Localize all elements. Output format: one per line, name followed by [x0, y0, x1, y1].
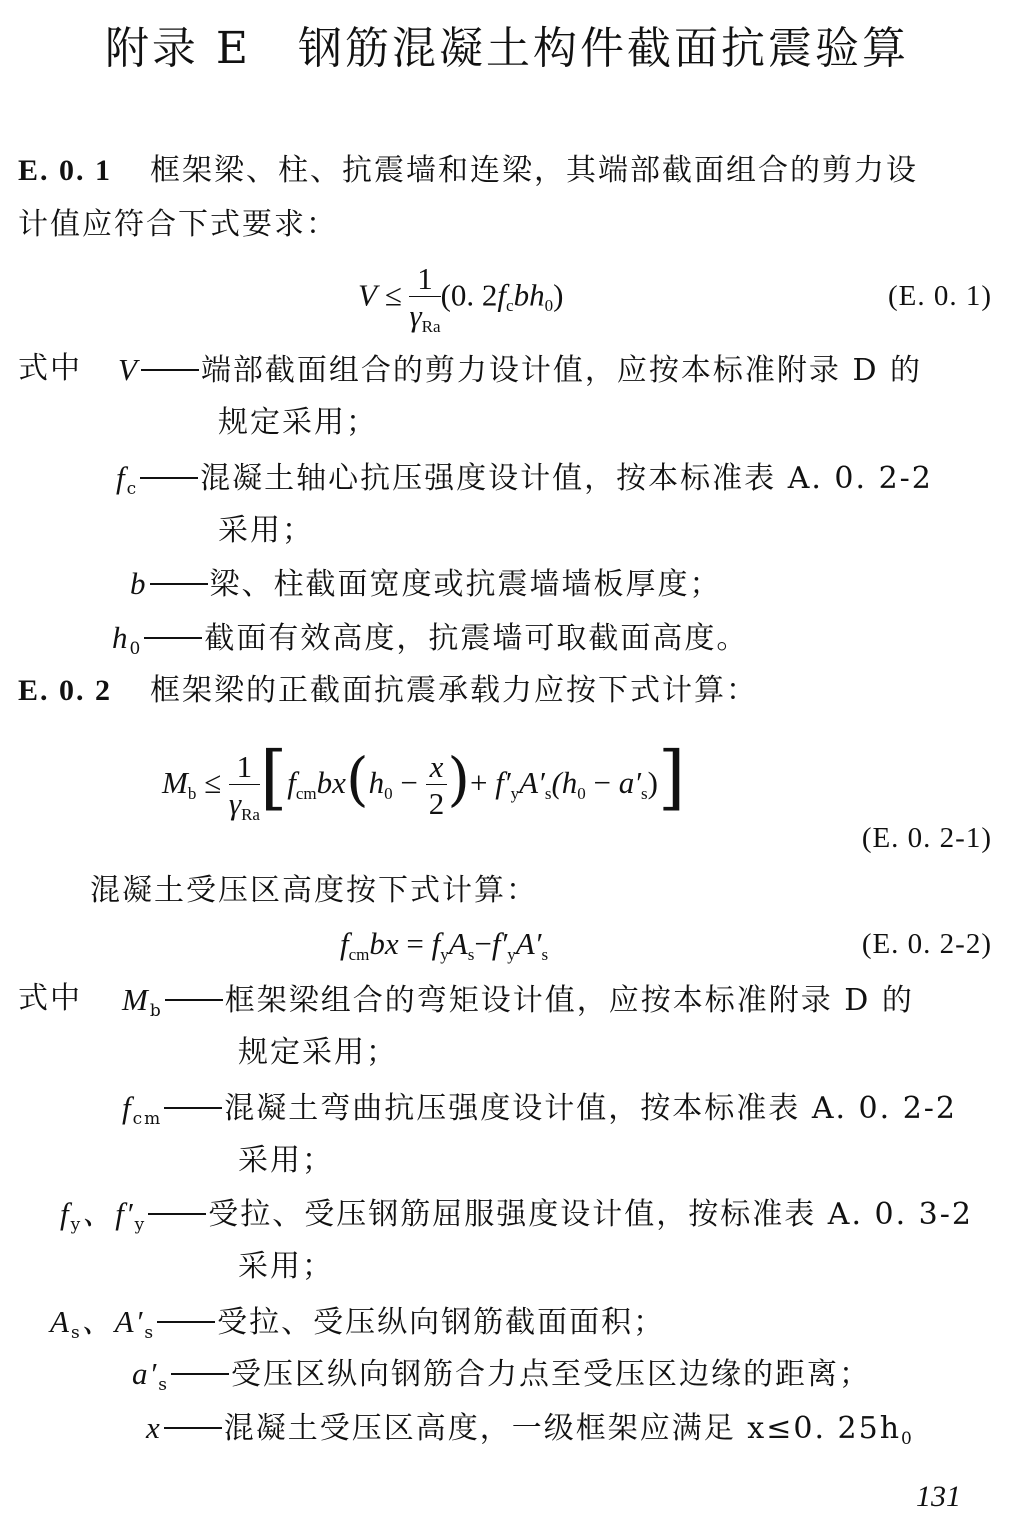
equation-number-e01: (E. 0. 1) — [887, 280, 992, 312]
formula-e02-2-fy-sub: y — [440, 945, 449, 964]
where-label-e01: 式中 — [18, 351, 82, 386]
formula-e01-fraction — [409, 261, 441, 337]
formula-e02-1-lhs-sub: b — [187, 784, 197, 803]
formula-e02-1-frac-num: 1 — [229, 750, 260, 785]
def-symbol-2: 、A′ — [81, 1304, 145, 1339]
definition-e01-h0 — [112, 620, 749, 659]
def-symbol-sub: 0 — [129, 639, 143, 659]
equation-number-e02-2: (E. 0. 2-2) — [861, 928, 992, 960]
def-text: 截面有效高度，抗震墙可取截面高度。 — [204, 621, 749, 656]
def-symbol: V — [118, 352, 139, 387]
def-symbol: b — [130, 566, 148, 601]
formula-e01-prefix: (0. 2 — [440, 277, 498, 313]
em-dash — [171, 1373, 229, 1375]
em-dash — [140, 477, 198, 479]
definition-e01-V-line2: 规定采用； — [218, 405, 378, 440]
definition-e02-Mb — [122, 982, 914, 1021]
formula-e02-1-a-sub: s — [641, 784, 648, 803]
em-dash — [157, 1321, 215, 1323]
left-paren: ( — [345, 745, 369, 813]
formula-e01-bh: bh — [513, 277, 545, 313]
formula-e02-2-As2: A′ — [515, 926, 542, 961]
formula-e02-1-x-den: 2 — [428, 785, 445, 821]
clause-e02-text2: 混凝土受压区高度按下式计算： — [90, 873, 538, 908]
formula-e02-1-minus: − — [400, 765, 418, 800]
definition-e02-fy-line2: 采用； — [238, 1249, 334, 1284]
definition-e01-V — [118, 354, 922, 386]
formula-e02-1-x-fraction — [426, 750, 448, 822]
definition-e02-Mb-line2: 规定采用； — [238, 1035, 398, 1070]
formula-e01-h-sub: 0 — [544, 296, 554, 316]
def-text: 受拉、受压钢筋屈服强度设计值，按标准表 A. 0. 3-2 — [208, 1197, 973, 1232]
clause-e02-text1: 框架梁的正截面抗震承载力应按下式计算： — [150, 673, 759, 708]
def-symbol: a′ — [132, 1356, 159, 1391]
formula-e02-1-h-sub: 0 — [384, 784, 393, 803]
formula-e02-1-plus: + — [469, 765, 488, 800]
formula-e01-fc: f — [497, 277, 507, 313]
def-symbol-sub: b — [149, 1001, 163, 1021]
formula-e01-rel: ≤ — [384, 277, 402, 313]
formula-e02-1-As-sub: s — [544, 784, 552, 803]
where-label-e02: 式中 — [18, 981, 82, 1016]
def-symbol-sub: c — [126, 479, 139, 499]
def-symbol: A — [50, 1304, 71, 1339]
definition-e02-fcm — [122, 1090, 958, 1129]
definition-e01-fc — [116, 460, 933, 499]
def-symbol-sub: cm — [132, 1109, 163, 1129]
formula-e02-2-eq: = — [406, 926, 424, 961]
definition-e02-As — [50, 1304, 666, 1343]
formula-e02-1-fcm-sub: cm — [295, 784, 317, 803]
formula-e01-lhs: V — [358, 277, 377, 313]
em-dash — [150, 583, 208, 585]
formula-e02-2-fy2-sub: y — [507, 945, 516, 964]
definition-e02-fcm-line2: 采用； — [238, 1143, 334, 1178]
formula-e02-1-frac-den-sub: Ra — [241, 804, 260, 824]
clause-e02-line1 — [18, 673, 759, 708]
def-symbol: M — [122, 982, 150, 1017]
em-dash — [164, 1107, 222, 1109]
def-symbol-2-sub: s — [144, 1323, 156, 1343]
formula-e02-1-fcm: f — [287, 765, 296, 800]
formula-e02-1-a: a′ — [618, 765, 642, 800]
formula-e01 — [358, 261, 564, 337]
right-paren: ) — [447, 745, 470, 813]
formula-e02-2-fy: f — [431, 926, 441, 961]
definition-e02-as — [132, 1356, 872, 1395]
def-symbol: f — [116, 460, 127, 495]
formula-e02-2-fcm: f — [340, 926, 349, 961]
def-symbol: f — [60, 1196, 71, 1231]
formula-e02-1-bx: bx — [316, 765, 346, 800]
formula-e02-1-close: ) — [647, 765, 658, 800]
formula-e02-1-h: h — [368, 765, 385, 800]
def-text-sub: 0 — [901, 1429, 914, 1449]
def-symbol-sub: s — [70, 1323, 82, 1343]
formula-e02-2-fcm-sub: cm — [348, 945, 370, 964]
formula-e02-2-As: A — [448, 926, 468, 961]
clause-e01-text2: 计值应符合下式要求： — [18, 207, 338, 242]
formula-e02-1-fraction — [229, 750, 260, 822]
formula-e01-close: ) — [553, 277, 564, 313]
def-text: 受拉、受压纵向钢筋截面面积； — [217, 1305, 666, 1340]
formula-e02-1-rel: ≤ — [204, 765, 222, 800]
formula-e02-2-fy2: f′ — [491, 926, 508, 961]
formula-e01-frac-den: γ — [409, 298, 422, 334]
em-dash — [144, 637, 202, 639]
formula-e02-2 — [340, 926, 548, 962]
formula-e02-1-fy-sub: y — [510, 784, 520, 803]
def-symbol: f — [122, 1090, 133, 1125]
formula-e01-frac-num: 1 — [409, 262, 440, 297]
clause-number-e01: E. 0. 1 — [18, 154, 113, 187]
clause-number-e02: E. 0. 2 — [18, 674, 113, 707]
definition-e01-b — [130, 568, 722, 600]
def-text: 混凝土受压区高度，一级框架应满足 x≤0. 25h — [223, 1411, 902, 1446]
def-text: 梁、柱截面宽度或抗震墙墙板厚度； — [209, 567, 722, 602]
em-dash — [141, 369, 199, 371]
formula-e02-1-lhs: M — [162, 765, 188, 800]
formula-e02-1-h2-sub: 0 — [577, 784, 586, 803]
em-dash — [164, 1427, 222, 1429]
right-square-bracket: ] — [658, 736, 686, 818]
formula-e02-1-As: A′ — [519, 765, 545, 800]
formula-e01-fc-sub: c — [506, 296, 514, 316]
definition-e01-fc-line2: 采用； — [218, 513, 314, 548]
formula-e02-2-minus: − — [474, 926, 492, 961]
def-symbol: x — [146, 1410, 162, 1445]
formula-e01-frac-den-sub: Ra — [421, 317, 441, 337]
formula-e02-1-fy: f′ — [495, 765, 511, 800]
clause-e01-text1: 框架梁、柱、抗震墙和连梁，其端部截面组合的剪力设 — [150, 153, 919, 188]
def-text: 混凝土轴心抗压强度设计值，按本标准表 A. 0. 2-2 — [200, 461, 933, 496]
formula-e02-2-As2-sub: s — [541, 945, 549, 964]
formula-e02-2-bx: bx — [369, 926, 399, 961]
appendix-title: 附录 E 钢筋混凝土构件截面抗震验算 — [104, 23, 910, 74]
def-text: 混凝土弯曲抗压强度设计值，按本标准表 A. 0. 2-2 — [224, 1091, 958, 1126]
equation-number-e02-1: (E. 0. 2-1) — [861, 822, 992, 854]
formula-e02-2-As-sub: s — [467, 945, 475, 964]
def-text: 受压区纵向钢筋合力点至受压区边缘的距离； — [231, 1357, 872, 1392]
formula-e02-1-frac-den: γ — [228, 785, 242, 821]
formula-e02-1 — [162, 728, 685, 822]
formula-e02-1-minus2: − — [593, 765, 612, 800]
def-symbol-2-sub: y — [134, 1215, 147, 1235]
def-symbol-2: 、f′ — [82, 1196, 135, 1231]
def-text: 端部截面组合的剪力设计值，应按本标准附录 D 的 — [200, 353, 923, 388]
def-text: 框架梁组合的弯矩设计值，应按本标准附录 D 的 — [224, 983, 914, 1018]
def-symbol-sub: y — [70, 1215, 83, 1235]
definition-e02-x — [146, 1410, 914, 1449]
left-square-bracket: [ — [259, 736, 288, 818]
formula-e02-1-h2: (h — [551, 765, 578, 800]
def-symbol-sub: s — [158, 1375, 170, 1395]
page-number: 131 — [916, 1480, 961, 1513]
def-symbol: h — [112, 620, 130, 655]
definition-e02-fy — [60, 1196, 973, 1235]
em-dash — [148, 1213, 206, 1215]
em-dash — [165, 999, 223, 1001]
formula-e02-1-x-num: x — [426, 750, 448, 785]
clause-e01-line1 — [18, 153, 919, 188]
